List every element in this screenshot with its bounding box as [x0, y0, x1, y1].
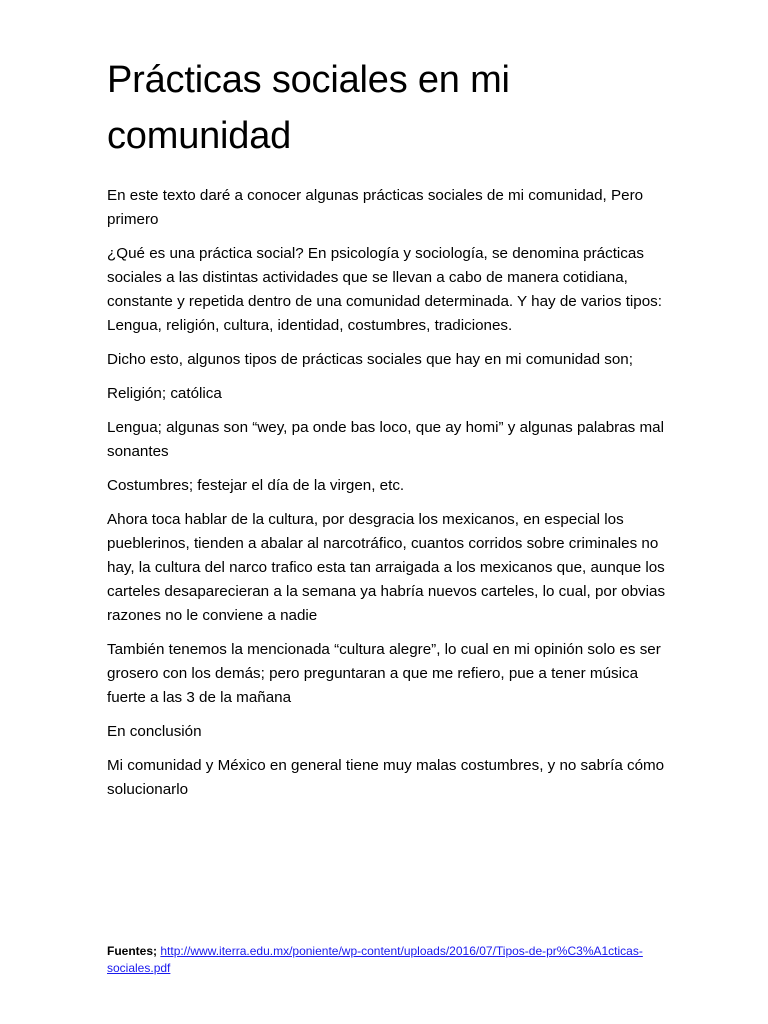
paragraph-language: Lengua; algunas son “wey, pa onde bas loco, que ay homi” y algunas palabras mal sonantes — [107, 419, 664, 460]
paragraph-religion: Religión; católica — [107, 385, 222, 402]
paragraph-cultura-alegre: También tenemos la mencionada “cultura alegre”, lo cual en mi opinión solo es ser grosero con los demás; pero preguntaran a que me refiero, pue a tener música fuerte a las 3 de la mañana — [107, 641, 661, 706]
paragraph-culture: Ahora toca hablar de la cultura, por desgracia los mexicanos, en especial los pueblerinos, tienden a abalar al narcotráfico, cuantos corridos sobre criminales no hay, la cultura del narco trafico esta tan arraigada a los mexicanos que, aunque los carteles desaparecieran a la semana ya habría nuevos carteles, lo cual, por obvias razones no le conviene a nadie — [107, 511, 666, 624]
document-body — [107, 184, 667, 812]
document-title: Prácticas sociales en mi comunidad — [107, 59, 510, 157]
paragraph-customs: Costumbres; festejar el día de la virgen, etc. — [107, 477, 405, 494]
paragraph-conclusion-heading: En conclusión — [107, 723, 202, 740]
paragraph-definition: ¿Qué es una práctica social? En psicología y sociología, se denomina prácticas sociales a las distintas actividades que se llevan a cabo de manera cotidiana, constante y repetida dentro de una comunidad determinada. Y hay de varios tipos: Lengua, religión, cultura, identidad, costumbres, tradiciones. — [107, 245, 662, 334]
paragraph-intro: En este texto daré a conocer algunas prácticas sociales de mi comunidad, Pero primero — [107, 187, 644, 228]
paragraph-types-intro: Dicho esto, algunos tipos de prácticas sociales que hay en mi comunidad son; — [107, 351, 633, 368]
sources-link[interactable]: http://www.iterra.edu.mx/poniente/wp-content/uploads/2016/07/Tipos-de-pr%C3%A1cticas-sociales.pdf — [107, 944, 643, 975]
paragraph-conclusion: Mi comunidad y México en general tiene muy malas costumbres, y no sabría cómo solucionarlo — [107, 757, 665, 798]
sources-label: Fuentes; — [107, 944, 158, 958]
sources-footer — [107, 943, 647, 977]
